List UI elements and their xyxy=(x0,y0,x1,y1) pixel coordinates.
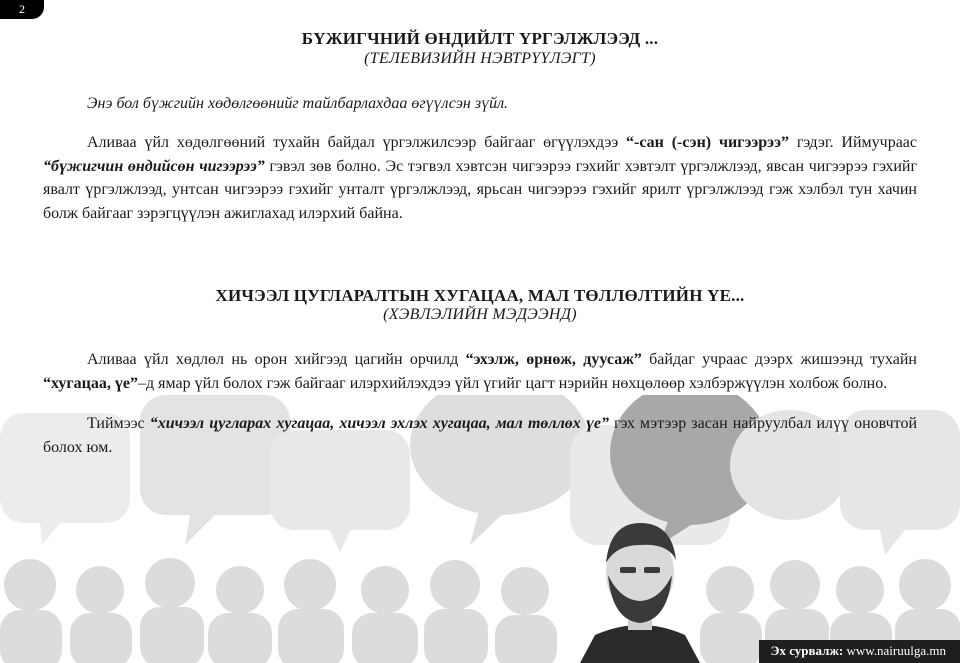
source-credit: Эх сурвалж: www.nairuulga.mn xyxy=(759,640,960,663)
source-link[interactable]: www.nairuulga.mn xyxy=(846,643,946,658)
section2-paragraph-1: Аливаа үйл хөдлөл нь орон хийгээд цагийн орчилд “эхэлж, өрнөж, дуусаж” байдаг учраас дээрх жишээнд тухайн “хугацаа, үе”–д ямар үйл болох гэж байгааг илэрхийлэхдээ үйл үгийг цагт нэрийн нөхцөлөөр хэлбэржүүлэн холбож болно. xyxy=(43,351,917,392)
section2-paragraph-2: Тиймээс “хичээл цугларах хугацаа, хичээл эхлэх хугацаа, мал төллөх үе” гэх мэтээр засан найруулбал илүү оновчтой болох юм. xyxy=(43,415,918,456)
section1-title: БҮЖИГЧНИЙ ӨНДИЙЛТ ҮРГЭЛЖЛЭЭД ... xyxy=(301,29,659,48)
section2-title: ХИЧЭЭЛ ЦУГЛАРАЛТЫН ХУГАЦАА, МАЛ ТӨЛЛӨЛТИЙН ҮЕ... xyxy=(215,286,745,305)
section1-subtitle: (ТЕЛЕВИЗИЙН НЭВТРҮҮЛЭГТ) xyxy=(364,50,596,67)
section1-paragraph: Аливаа үйл хөдөлгөөний тухайн байдал үргэлжилсээр байгааг өгүүлэхдээ “-сан (-сэн) чигээрээ” гэдэг. Иймучраас “бүжигчин өндийсөн чигээрээ” гэвэл зөв болно. Эс тэгвэл хэвтсэн чигээрээ гэхийг хэвтэлт үргэлжлээд, явсан чигээрээ гэхийг явалт үргэлжлээд, унтсан чигээрээ гэхийг унталт үргэлжлээд, ярьсан чигээрээ гэхийг ярилт үргэлжлээд гэж хэлбэл тун хачин болж байгааг зэрэгцүүлэн ажиглахад илэрхий байна. xyxy=(43,134,918,222)
page-number: 2 xyxy=(0,0,44,19)
section2-subtitle: (ХЭВЛЭЛИЙН МЭДЭЭНД) xyxy=(383,306,577,323)
section1-intro: Энэ бол бүжгийн хөдөлгөөнийг тайлбарлахдаа өгүүлсэн зүйл. xyxy=(87,95,509,112)
